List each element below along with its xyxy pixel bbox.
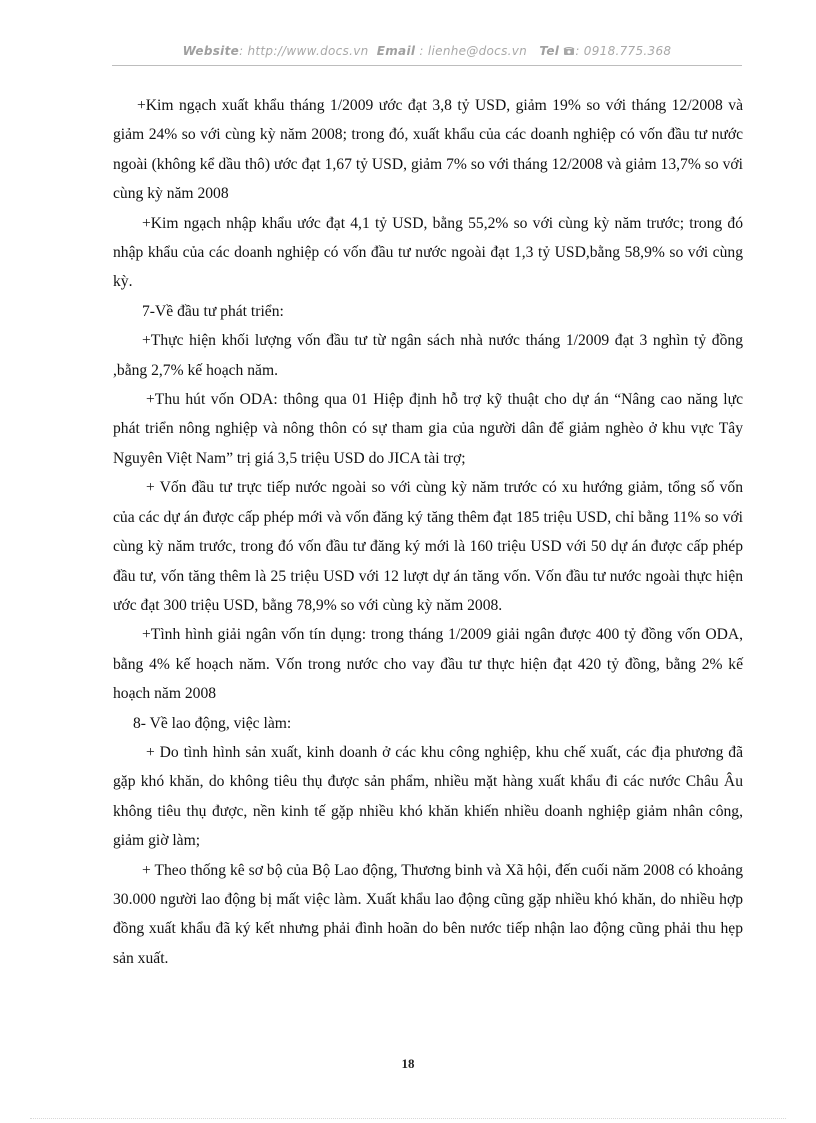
tel-label: Tel <box>539 44 560 58</box>
paragraph: + Theo thống kê sơ bộ của Bộ Lao động, Thương binh và Xã hội, đến cuối năm 2008 có khoảng 30.000 người lao động bị mất việc làm. Xuất khẩu lao động cũng gặp nhiều khó khăn, do nhiều hợp đồng xuất khẩu đã ký kết nhưng phải đình hoãn do bên nước tiếp nhận lao động cũng phải thu hẹp sản xuất. <box>113 861 743 967</box>
paragraph: +Thu hút vốn ODA: thông qua 01 Hiệp định hỗ trợ kỹ thuật cho dự án “Nâng cao năng lực phát triển nông nghiệp và nông thôn có sự tham gia của người dân để giảm nghèo ở khu vực Tây Nguyên Việt Nam” trị giá 3,5 triệu USD do JICA tài trợ; <box>113 391 743 467</box>
page-header <box>112 44 742 66</box>
page-bottom-border <box>30 1118 786 1119</box>
paragraph: +Thực hiện khối lượng vốn đầu tư từ ngân sách nhà nước tháng 1/2009 đạt 3 nghìn tỷ đồng ,bằng 2,7% kế hoạch năm. <box>113 332 743 379</box>
phone-icon <box>563 45 575 59</box>
header-divider <box>112 65 742 66</box>
paragraph: 8- Về lao động, việc làm: <box>133 714 292 732</box>
email-label: Email <box>376 44 416 58</box>
document-body <box>113 91 743 973</box>
paragraph: 7-Về đầu tư phát triển: <box>142 302 284 320</box>
paragraph: + Do tình hình sản xuất, kinh doanh ở các khu công nghiệp, khu chế xuất, các địa phương đã gặp khó khăn, do không tiêu thụ được sản phẩm, nhiều mặt hàng xuất khẩu đi các nước Châu Âu không tiêu thụ được, nền kinh tế gặp nhiều khó khăn khiến nhiều doanh nghiệp giảm nhân công, giảm giờ làm; <box>113 743 743 850</box>
paragraph: +Kim ngạch nhập khẩu ước đạt 4,1 tỷ USD, bằng 55,2% so với cùng kỳ năm trước; trong đó nhập khẩu của các doanh nghiệp có vốn đầu tư nước ngoài đạt 1,3 tỷ USD,bằng 58,9% so với cùng kỳ. <box>113 214 743 291</box>
paragraph: +Kim ngạch xuất khẩu tháng 1/2009 ước đạt 3,8 tỷ USD, giảm 19% so với tháng 12/2008 và giảm 24% so với cùng kỳ năm 2008; trong đó, xuất khẩu của các doanh nghiệp có vốn đầu tư nước ngoài (không kể dầu thô) ước đạt 1,67 tỷ USD, giảm 7% so với tháng 12/2008 và giảm 13,7% so với cùng kỳ năm 2008 <box>113 97 743 203</box>
paragraph: + Vốn đầu tư trực tiếp nước ngoài so với cùng kỳ năm trước có xu hướng giảm, tổng số vốn của các dự án được cấp phép mới và vốn đăng ký tăng thêm đạt 185 triệu USD, chỉ bằng 11% so với cùng kỳ năm trước, trong đó vốn đầu tư đăng ký mới là 160 triệu USD với 50 dự án được cấp phép đầu tư, vốn tăng thêm là 25 triệu USD với 12 lượt dự án tăng vốn. Vốn đầu tư nước ngoài thực hiện ước đạt 300 triệu USD, bằng 78,9% so với cùng kỳ năm 2008. <box>113 479 743 614</box>
website-label: Website <box>182 44 240 58</box>
paragraph: +Tình hình giải ngân vốn tín dụng: trong tháng 1/2009 giải ngân được 400 tỷ đồng vốn ODA, bằng 4% kế hoạch năm. Vốn trong nước cho vay đầu tư thực hiện đạt 420 tỷ đồng, bằng 2% kế hoạch năm 2008 <box>113 626 743 703</box>
tel-value: : 0918.775.368 <box>575 44 672 58</box>
website-value: : http://www.docs.vn <box>239 44 369 58</box>
email-value: : lienhe@docs.vn <box>419 44 528 58</box>
page-number: 18 <box>401 1056 415 1071</box>
